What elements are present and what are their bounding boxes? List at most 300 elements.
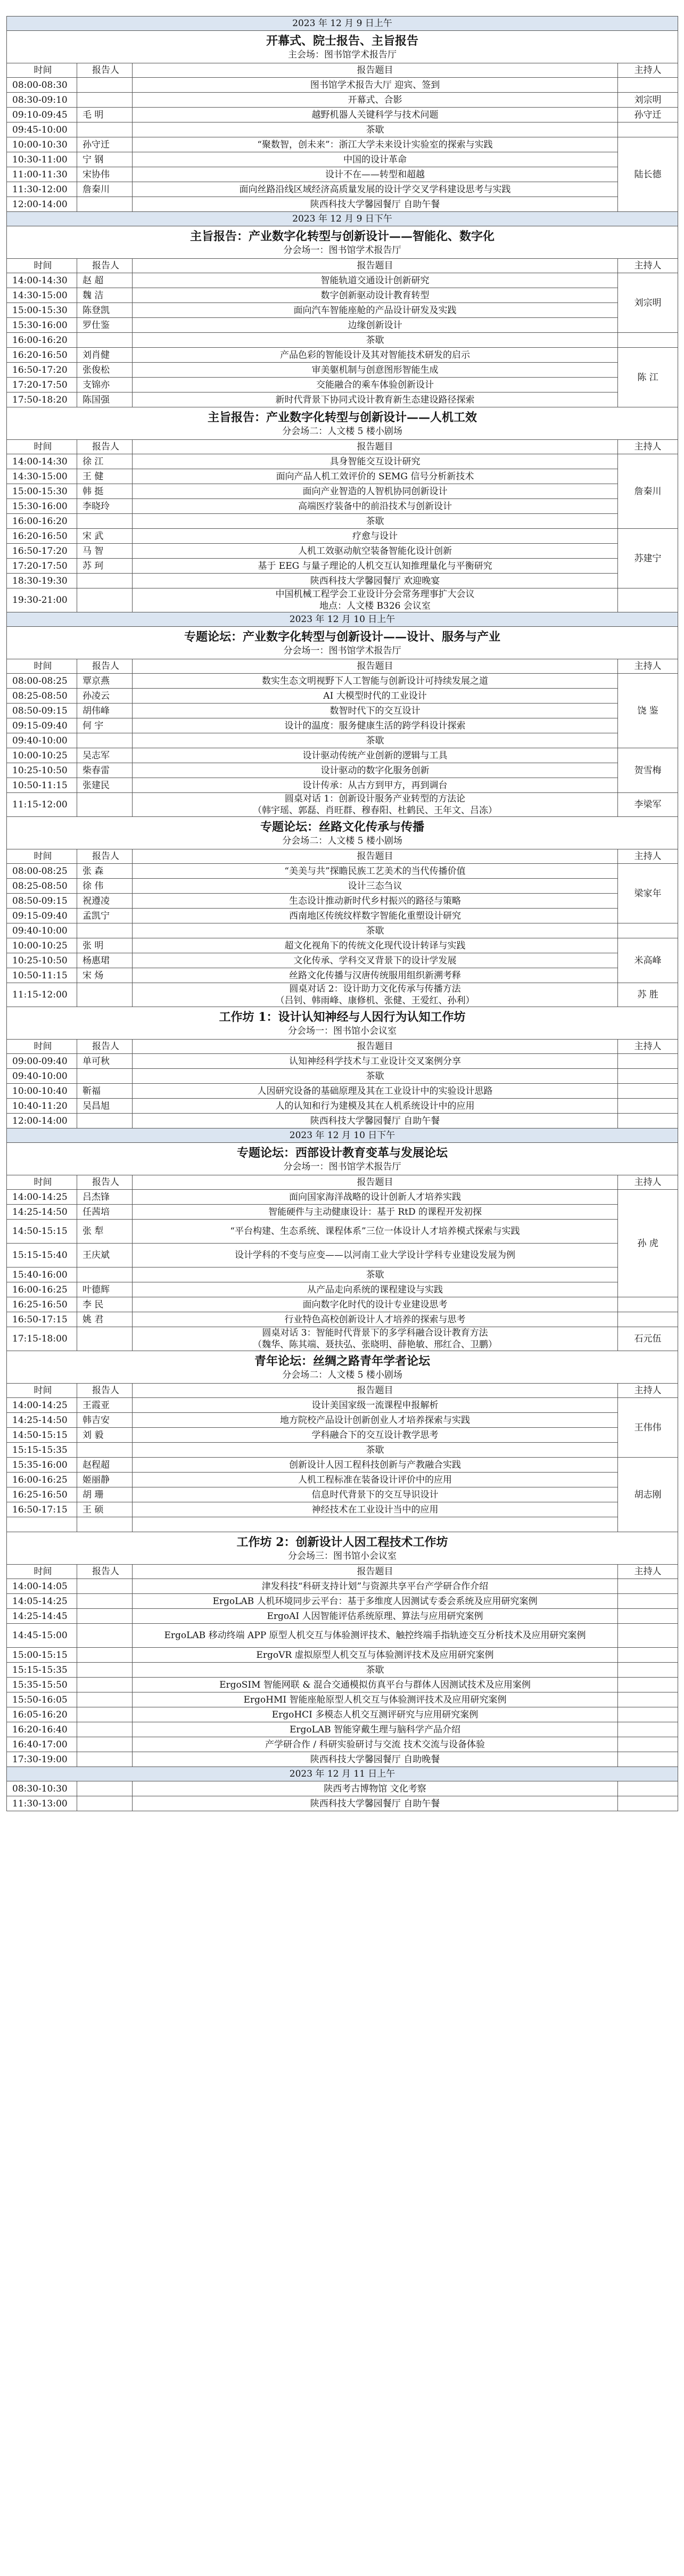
topic-cell: 交能融合的乘车体验创新设计 xyxy=(133,378,618,392)
time-cell: 11:00-11:30 xyxy=(7,167,77,182)
schedule-row xyxy=(7,1678,678,1692)
schedule-row xyxy=(7,122,678,137)
time-cell: 16:00-16:25 xyxy=(7,1473,77,1487)
col-speaker: 报告人 xyxy=(77,440,133,454)
time-cell: 08:30-10:30 xyxy=(7,1781,77,1796)
schedule-row xyxy=(7,197,678,212)
host-cell: 米高峰 xyxy=(618,938,678,983)
col-topic: 报告题目 xyxy=(133,1040,618,1054)
topic-cell: 数实生态文明视野下人工智能与创新设计可持续发展之道 xyxy=(133,674,618,689)
schedule-row xyxy=(7,1594,678,1609)
topic-cell: 面向丝路沿线区域经济高质量发展的设计学交叉学科建设思考与实践 xyxy=(133,182,618,197)
time-cell: 15:00-15:30 xyxy=(7,303,77,318)
topic-cell: 丝路文化传播与汉唐传统服用组织新溯考释 xyxy=(133,968,618,983)
topic-cell: 中国的设计革命 xyxy=(133,152,618,167)
topic-cell: ErgoSIM 智能网联 & 混合交通模拟仿真平台与群体人因测试技术及应用案例 xyxy=(133,1678,618,1692)
speaker-cell: 李 民 xyxy=(77,1297,133,1312)
topic-cell: 生态设计推动新时代乡村振兴的路径与策略 xyxy=(133,894,618,909)
date-label: 2023 年 12 月 10 日下午 xyxy=(7,1128,678,1143)
time-cell: 15:35-15:50 xyxy=(7,1678,77,1692)
schedule-row xyxy=(7,1413,678,1428)
topic-cell: 神经技术在工业设计当中的应用 xyxy=(133,1502,618,1517)
time-cell: 08:25-08:50 xyxy=(7,689,77,704)
speaker-cell: 单可秋 xyxy=(77,1054,133,1069)
time-cell: 18:30-19:30 xyxy=(7,574,77,588)
time-cell: 16:00-16:20 xyxy=(7,333,77,348)
topic-cell: 面向产业智造的人智机协同创新设计 xyxy=(133,484,618,499)
section-cell xyxy=(7,627,678,659)
host-cell xyxy=(618,1297,678,1312)
topic-cell: ErgoLAB 人机环境同步云平台：基于多维度人因测试专委会系统及应用研究案例 xyxy=(133,1594,618,1609)
topic-cell: 圆桌对话 1：创新设计服务产业转型的方法论 （韩宇瑶、郭磊、肖旺群、穆春阳、杜鹤民、王年文、吕冻） xyxy=(133,793,618,817)
schedule-row xyxy=(7,938,678,953)
schedule-row xyxy=(7,704,678,718)
column-header xyxy=(7,63,678,78)
topic-cell: 陕西科技大学馨园餐厅 自助晚餐 xyxy=(133,1752,618,1767)
schedule-row xyxy=(7,1099,678,1114)
time-cell: 14:25-14:50 xyxy=(7,1413,77,1428)
host-cell: 苏 胜 xyxy=(618,983,678,1007)
col-topic: 报告题目 xyxy=(133,1175,618,1190)
schedule-row xyxy=(7,1205,678,1220)
host-cell: 孙守迁 xyxy=(618,108,678,122)
time-cell: 09:40-10:00 xyxy=(7,733,77,748)
speaker-cell xyxy=(77,1114,133,1128)
time-cell: 09:40-10:00 xyxy=(7,923,77,938)
topic-cell: 越野机器人关键科学与技术问题 xyxy=(133,108,618,122)
schedule-row xyxy=(7,544,678,559)
host-cell xyxy=(618,1722,678,1737)
speaker-cell: 詹秦川 xyxy=(77,182,133,197)
schedule-row xyxy=(7,968,678,983)
schedule-row xyxy=(7,1244,678,1267)
section-venue: 分会场一：图书馆学术报告厅 xyxy=(283,645,401,656)
time-cell: 08:25-08:50 xyxy=(7,879,77,894)
speaker-cell: 姬丽静 xyxy=(77,1473,133,1487)
time-cell: 16:20-16:50 xyxy=(7,348,77,363)
schedule-row xyxy=(7,983,678,1007)
time-cell: 15:00-15:30 xyxy=(7,484,77,499)
topic-cell xyxy=(133,1517,618,1532)
speaker-cell: 刘 毅 xyxy=(77,1428,133,1443)
time-cell: 10:25-10:50 xyxy=(7,763,77,778)
schedule-row xyxy=(7,499,678,514)
date-label: 2023 年 12 月 9 日上午 xyxy=(7,17,678,31)
time-cell: 17:15-18:00 xyxy=(7,1327,77,1351)
date-row xyxy=(7,17,678,31)
speaker-cell: 张建民 xyxy=(77,778,133,793)
schedule-row xyxy=(7,78,678,93)
topic-cell: 西南地区传统纹样数字智能化重塑设计研究 xyxy=(133,909,618,923)
time-cell: 19:30-21:00 xyxy=(7,588,77,612)
column-header xyxy=(7,1565,678,1579)
time-cell: 15:30-16:00 xyxy=(7,318,77,333)
column-header xyxy=(7,1040,678,1054)
section-header xyxy=(7,1532,678,1565)
time-cell: 10:00-10:30 xyxy=(7,137,77,152)
schedule-row xyxy=(7,303,678,318)
time-cell: 10:00-10:25 xyxy=(7,748,77,763)
col-topic: 报告题目 xyxy=(133,1384,618,1398)
schedule-row xyxy=(7,1517,678,1532)
time-cell: 08:00-08:30 xyxy=(7,78,77,93)
section-header xyxy=(7,226,678,259)
speaker-cell xyxy=(77,1267,133,1282)
topic-cell: 设计传承：从古方到甲方，再到调台 xyxy=(133,778,618,793)
time-cell: 09:10-09:45 xyxy=(7,108,77,122)
time-cell: 14:00-14:25 xyxy=(7,1190,77,1205)
topic-cell: 人机工效驱动航空装备智能化设计创新 xyxy=(133,544,618,559)
speaker-cell: 韩吉安 xyxy=(77,1413,133,1428)
topic-cell: 边缘创新设计 xyxy=(133,318,618,333)
speaker-cell: 胡 珊 xyxy=(77,1487,133,1502)
topic-cell: 人机工程标准在装备设计评价中的应用 xyxy=(133,1473,618,1487)
host-cell: 梁家年 xyxy=(618,864,678,923)
host-cell: 王伟伟 xyxy=(618,1398,678,1458)
conference-schedule xyxy=(6,16,678,1811)
section-cell xyxy=(7,407,678,440)
topic-cell: ErgoHMI 智能座舱原型人机交互与体验测评技术及应用研究案例 xyxy=(133,1692,618,1707)
topic-cell: 人因研究设备的基础原理及其在工业设计中的实验设计思路 xyxy=(133,1084,618,1099)
topic-cell: 超文化视角下的传统文化现代设计转译与实践 xyxy=(133,938,618,953)
topic-cell: 陕西科技大学馨园餐厅 自助午餐 xyxy=(133,1796,618,1811)
topic-cell: 陕西科技大学馨园餐厅 欢迎晚宴 xyxy=(133,574,618,588)
column-header xyxy=(7,849,678,864)
time-cell: 08:00-08:25 xyxy=(7,864,77,879)
col-topic: 报告题目 xyxy=(133,440,618,454)
host-cell: 陆长德 xyxy=(618,137,678,212)
time-cell: 16:50-17:20 xyxy=(7,363,77,378)
time-cell: 16:50-17:15 xyxy=(7,1312,77,1327)
section-header xyxy=(7,627,678,659)
host-cell xyxy=(618,1312,678,1327)
speaker-cell xyxy=(77,793,133,817)
topic-cell: 产品色彩的智能设计及其对智能技术研发的启示 xyxy=(133,348,618,363)
topic-cell: ErgoVR 虚拟原型人机交互与体验测评技术及应用研究案例 xyxy=(133,1648,618,1663)
host-cell xyxy=(618,1781,678,1796)
time-cell: 09:00-09:40 xyxy=(7,1054,77,1069)
time-cell: 17:20-17:50 xyxy=(7,559,77,574)
time-cell: 15:15-15:35 xyxy=(7,1443,77,1458)
time-cell: 16:20-16:40 xyxy=(7,1722,77,1737)
schedule-row xyxy=(7,182,678,197)
schedule-row xyxy=(7,1054,678,1069)
topic-cell: 从产品走向系统的课程建设与实践 xyxy=(133,1282,618,1297)
section-venue: 主会场：图书馆学术报告厅 xyxy=(288,50,397,60)
time-cell: 11:30-12:00 xyxy=(7,182,77,197)
host-cell xyxy=(618,1594,678,1609)
section-venue: 分会场二：人文楼 5 楼小剧场 xyxy=(282,836,402,846)
host-cell xyxy=(618,1084,678,1099)
host-cell xyxy=(618,1054,678,1069)
topic-cell: ErgoAI 人因智能评估系统原理、算法与应用研究案例 xyxy=(133,1609,618,1624)
host-cell xyxy=(618,1663,678,1678)
topic-cell: ErgoLAB 智能穿戴生理与脑科学产品介绍 xyxy=(133,1722,618,1737)
speaker-cell: 罗仕鉴 xyxy=(77,318,133,333)
topic-cell: 高端医疗装备中的前沿技术与创新设计 xyxy=(133,499,618,514)
topic-cell: “美美与共”探瞻民族工艺美术的当代传播价值 xyxy=(133,864,618,879)
host-cell xyxy=(618,78,678,93)
host-cell xyxy=(618,1678,678,1692)
time-cell: 10:40-11:20 xyxy=(7,1099,77,1114)
speaker-cell: 支锦亦 xyxy=(77,378,133,392)
column-header xyxy=(7,1384,678,1398)
schedule-row xyxy=(7,559,678,574)
schedule-row xyxy=(7,733,678,748)
schedule-row xyxy=(7,674,678,689)
column-header xyxy=(7,440,678,454)
schedule-row xyxy=(7,909,678,923)
section-cell xyxy=(7,1007,678,1040)
col-speaker: 报告人 xyxy=(77,659,133,674)
col-topic: 报告题目 xyxy=(133,259,618,273)
speaker-cell: 任茜培 xyxy=(77,1205,133,1220)
topic-cell: 设计的温度：服务健康生活的跨学科设计探索 xyxy=(133,718,618,733)
host-cell xyxy=(618,1579,678,1594)
time-cell: 16:05-16:20 xyxy=(7,1707,77,1722)
topic-cell: 茶歇 xyxy=(133,1267,618,1282)
host-cell: 孙 虎 xyxy=(618,1190,678,1297)
schedule-row xyxy=(7,1428,678,1443)
speaker-cell xyxy=(77,1648,133,1663)
schedule-row xyxy=(7,392,678,407)
speaker-cell: 柴春雷 xyxy=(77,763,133,778)
schedule-row xyxy=(7,763,678,778)
time-cell: 14:50-15:15 xyxy=(7,1220,77,1244)
schedule-row xyxy=(7,778,678,793)
speaker-cell: 张 犁 xyxy=(77,1220,133,1244)
time-cell: 15:50-16:05 xyxy=(7,1692,77,1707)
host-cell xyxy=(618,1648,678,1663)
section-header xyxy=(7,1143,678,1175)
speaker-cell: 胡伟峰 xyxy=(77,704,133,718)
speaker-cell: 陈登凯 xyxy=(77,303,133,318)
speaker-cell: 宋 炀 xyxy=(77,968,133,983)
time-cell: 08:50-09:15 xyxy=(7,894,77,909)
speaker-cell: 王霞亚 xyxy=(77,1398,133,1413)
speaker-cell xyxy=(77,514,133,529)
host-cell: 刘宗明 xyxy=(618,273,678,333)
time-cell: 09:45-10:00 xyxy=(7,122,77,137)
speaker-cell xyxy=(77,1752,133,1767)
speaker-cell xyxy=(77,1707,133,1722)
col-host: 主持人 xyxy=(618,440,678,454)
topic-cell: 茶歇 xyxy=(133,733,618,748)
schedule-row xyxy=(7,363,678,378)
speaker-cell xyxy=(77,1663,133,1678)
topic-cell: 茶歇 xyxy=(133,1443,618,1458)
topic-cell: 具身智能交互设计研究 xyxy=(133,454,618,469)
speaker-cell: 马 智 xyxy=(77,544,133,559)
topic-cell: 学科融合下的交互设计教学思考 xyxy=(133,1428,618,1443)
speaker-cell xyxy=(77,1594,133,1609)
col-topic: 报告题目 xyxy=(133,63,618,78)
topic-cell: ErgoHCI 多模态人机交互测评研究与应用研究案例 xyxy=(133,1707,618,1722)
topic-cell: ErgoLAB 移动终端 APP 原型人机交互与体验测评技术、触控终端手指轨迹交互分析技术及应用研究案例 xyxy=(133,1624,618,1648)
host-cell: 石元伍 xyxy=(618,1327,678,1351)
speaker-cell xyxy=(77,93,133,108)
topic-cell: 设计学科的不变与应变——以河南工业大学设计学科专业建设发展为例 xyxy=(133,1244,618,1267)
topic-cell: 设计美国家级一流课程申报解析 xyxy=(133,1398,618,1413)
speaker-cell: 王 硕 xyxy=(77,1502,133,1517)
topic-cell: 地方院校产品设计创新创业人才培养探索与实践 xyxy=(133,1413,618,1428)
time-cell: 09:40-10:00 xyxy=(7,1069,77,1084)
section-venue: 分会场三：图书馆小会议室 xyxy=(288,1551,397,1561)
time-cell: 14:25-14:50 xyxy=(7,1205,77,1220)
topic-cell: 茶歇 xyxy=(133,514,618,529)
speaker-cell: 苏 珂 xyxy=(77,559,133,574)
time-cell: 17:30-19:00 xyxy=(7,1752,77,1767)
schedule-row xyxy=(7,348,678,363)
time-cell: 10:25-10:50 xyxy=(7,953,77,968)
topic-cell: 面向汽车智能座舱的产品设计研发及实践 xyxy=(133,303,618,318)
schedule-row xyxy=(7,137,678,152)
speaker-cell xyxy=(77,1692,133,1707)
speaker-cell: 靳福 xyxy=(77,1084,133,1099)
schedule-row xyxy=(7,588,678,612)
host-cell xyxy=(618,1624,678,1648)
speaker-cell xyxy=(77,1609,133,1624)
topic-cell: 圆桌对话 2：设计助力文化传承与传播方法 （吕钊、韩雨峰、康修机、张健、王爱红、孙利） xyxy=(133,983,618,1007)
time-cell: 10:00-10:40 xyxy=(7,1084,77,1099)
topic-cell: 行业特色高校创新设计人才培养的探索与思考 xyxy=(133,1312,618,1327)
time-cell: 14:00-14:25 xyxy=(7,1398,77,1413)
schedule-row xyxy=(7,1282,678,1297)
schedule-row xyxy=(7,108,678,122)
schedule-row xyxy=(7,1190,678,1205)
topic-cell: “平台构建、生态系统、课程体系”三位一体设计人才培养模式探索与实践 xyxy=(133,1220,618,1244)
speaker-cell xyxy=(77,923,133,938)
speaker-cell: 王 健 xyxy=(77,469,133,484)
time-cell: 08:00-08:25 xyxy=(7,674,77,689)
speaker-cell: 姚 君 xyxy=(77,1312,133,1327)
time-cell: 17:20-17:50 xyxy=(7,378,77,392)
col-speaker: 报告人 xyxy=(77,1565,133,1579)
col-host: 主持人 xyxy=(618,1384,678,1398)
topic-cell: AI 大模型时代的工业设计 xyxy=(133,689,618,704)
col-time: 时间 xyxy=(7,259,77,273)
topic-cell: 设计驱动传统产业创新的逻辑与工具 xyxy=(133,748,618,763)
schedule-row xyxy=(7,484,678,499)
time-cell: 14:05-14:25 xyxy=(7,1594,77,1609)
col-host: 主持人 xyxy=(618,1565,678,1579)
time-cell: 08:50-09:15 xyxy=(7,704,77,718)
section-header xyxy=(7,407,678,440)
topic-cell: 审美躯机制与创意图形智能生成 xyxy=(133,363,618,378)
time-cell: 10:00-10:25 xyxy=(7,938,77,953)
schedule-row xyxy=(7,1579,678,1594)
host-cell xyxy=(618,1707,678,1722)
schedule-row xyxy=(7,1220,678,1244)
topic-cell: 面向国家海洋战略的设计创新人才培养实践 xyxy=(133,1190,618,1205)
speaker-cell: 陈国强 xyxy=(77,392,133,407)
section-title: 工作坊 1：设计认知神经与人因行为认知工作坊 xyxy=(219,1010,466,1024)
speaker-cell xyxy=(77,1579,133,1594)
host-cell xyxy=(618,923,678,938)
topic-cell: 基于 EEG 与量子理论的人机交互认知推理量化与平衡研究 xyxy=(133,559,618,574)
topic-cell: “聚数智，创未来”：浙江大学未来设计实验室的探索与实践 xyxy=(133,137,618,152)
section-title: 开幕式、院士报告、主旨报告 xyxy=(266,34,419,48)
time-cell: 15:40-16:00 xyxy=(7,1267,77,1282)
schedule-row xyxy=(7,864,678,879)
schedule-row xyxy=(7,574,678,588)
schedule-row xyxy=(7,1692,678,1707)
section-title: 专题论坛：丝路文化传承与传播 xyxy=(260,820,425,834)
section-venue: 分会场一：图书馆学术报告厅 xyxy=(283,1162,401,1172)
topic-cell: 陕西科技大学馨园餐厅 自助午餐 xyxy=(133,1114,618,1128)
topic-cell: 人的认知和行为建模及其在人机系统设计中的应用 xyxy=(133,1099,618,1114)
schedule-row xyxy=(7,1443,678,1458)
topic-cell: 设计不在——转型和超越 xyxy=(133,167,618,182)
col-speaker: 报告人 xyxy=(77,259,133,273)
speaker-cell: 祝遵凌 xyxy=(77,894,133,909)
speaker-cell xyxy=(77,733,133,748)
speaker-cell: 宋协伟 xyxy=(77,167,133,182)
host-cell xyxy=(618,1692,678,1707)
schedule-row xyxy=(7,1458,678,1473)
section-venue: 分会场一：图书馆学术报告厅 xyxy=(283,245,401,256)
schedule-row xyxy=(7,793,678,817)
speaker-cell: 杨惠珺 xyxy=(77,953,133,968)
time-cell: 17:50-18:20 xyxy=(7,392,77,407)
schedule-row xyxy=(7,1502,678,1517)
col-host: 主持人 xyxy=(618,849,678,864)
schedule-row xyxy=(7,167,678,182)
section-venue: 分会场二：人文楼 5 楼小剧场 xyxy=(282,426,402,437)
time-cell: 16:25-16:50 xyxy=(7,1487,77,1502)
schedule-row xyxy=(7,469,678,484)
schedule-row xyxy=(7,879,678,894)
topic-cell: 茶歇 xyxy=(133,1663,618,1678)
col-time: 时间 xyxy=(7,1175,77,1190)
schedule-row xyxy=(7,718,678,733)
section-venue: 分会场二：人文楼 5 楼小剧场 xyxy=(282,1370,402,1380)
col-speaker: 报告人 xyxy=(77,1175,133,1190)
column-header xyxy=(7,1175,678,1190)
schedule-row xyxy=(7,378,678,392)
host-cell xyxy=(618,1114,678,1128)
speaker-cell: 何 宇 xyxy=(77,718,133,733)
host-cell: 刘宗明 xyxy=(618,93,678,108)
time-cell xyxy=(7,1517,77,1532)
time-cell: 11:30-13:00 xyxy=(7,1796,77,1811)
speaker-cell: 韩 挺 xyxy=(77,484,133,499)
topic-cell: 文化传承、学科交叉背景下的设计学发展 xyxy=(133,953,618,968)
speaker-cell: 孟凯宁 xyxy=(77,909,133,923)
speaker-cell xyxy=(77,1443,133,1458)
speaker-cell: 张 明 xyxy=(77,938,133,953)
speaker-cell xyxy=(77,1781,133,1796)
time-cell: 16:50-17:15 xyxy=(7,1502,77,1517)
topic-cell: 开幕式、合影 xyxy=(133,93,618,108)
schedule-row xyxy=(7,273,678,288)
topic-cell: 陕西科技大学馨园餐厅 自助午餐 xyxy=(133,197,618,212)
section-venue: 分会场一：图书馆小会议室 xyxy=(288,1026,397,1036)
time-cell: 14:30-15:00 xyxy=(7,288,77,303)
speaker-cell xyxy=(77,1678,133,1692)
time-cell: 16:00-16:25 xyxy=(7,1282,77,1297)
schedule-row xyxy=(7,318,678,333)
time-cell: 14:50-15:15 xyxy=(7,1428,77,1443)
time-cell: 12:00-14:00 xyxy=(7,197,77,212)
time-cell: 14:45-15:00 xyxy=(7,1624,77,1648)
topic-cell: 疗愈与设计 xyxy=(133,529,618,544)
topic-cell: 设计驱动的数字化服务创新 xyxy=(133,763,618,778)
col-time: 时间 xyxy=(7,1565,77,1579)
host-cell xyxy=(618,1752,678,1767)
col-host: 主持人 xyxy=(618,259,678,273)
speaker-cell: 覃京燕 xyxy=(77,674,133,689)
